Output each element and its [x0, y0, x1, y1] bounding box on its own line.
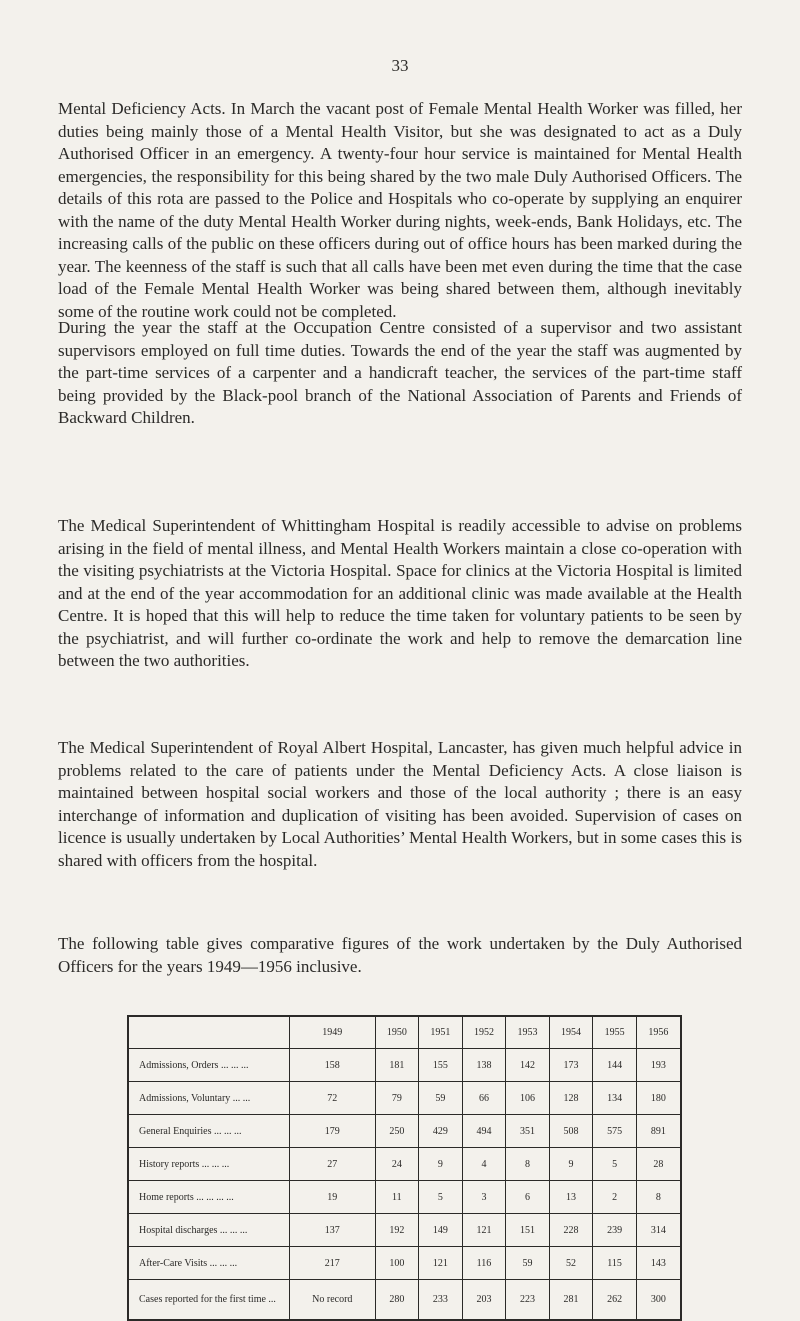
row-label: General Enquiries ... ... ...	[128, 1115, 290, 1148]
year-header: 1955	[593, 1016, 637, 1049]
table-cell: 59	[506, 1247, 550, 1280]
page-number: 33	[391, 56, 409, 75]
row-label: Cases reported for the first time ...	[128, 1280, 290, 1321]
table-cell: 121	[462, 1214, 506, 1247]
row-label: Hospital discharges ... ... ...	[128, 1214, 290, 1247]
table-cell: 429	[419, 1115, 463, 1148]
row-label: After-Care Visits ... ... ...	[128, 1247, 290, 1280]
paragraph-whittingham-hospital: The Medical Superintendent of Whittingham Hospital is readily accessible to advise on problems arising in the field of mental illness, and Mental Health Workers maintain a close co-operation with the visiting psychiatrists at the Victoria Hospital. Space for clinics at the Victoria Hospital is limited and at the end of the year accommodation for an additional clinic was made available at the Health Centre. It is hoped that this will help to reduce the time taken for voluntary patients to be seen by the psychiatrist, and will further co-ordinate the work and help to remove the demarcation line between the two authorities.	[58, 516, 742, 670]
table-cell: 508	[549, 1115, 593, 1148]
table-cell: 149	[419, 1214, 463, 1247]
comparative-figures-table	[127, 1015, 682, 1321]
table-cell: 11	[375, 1181, 419, 1214]
table-cell: 116	[462, 1247, 506, 1280]
table-cell: 192	[375, 1214, 419, 1247]
table-cell: 59	[419, 1082, 463, 1115]
year-header: 1950	[375, 1016, 419, 1049]
comparative-figures-table-wrapper	[127, 1015, 682, 1321]
table-cell: 9	[549, 1148, 593, 1181]
table-cell: 106	[506, 1082, 550, 1115]
table-cell: 27	[290, 1148, 376, 1181]
table-cell: 134	[593, 1082, 637, 1115]
table-cell: 66	[462, 1082, 506, 1115]
table-cell: 891	[636, 1115, 681, 1148]
year-header: 1956	[636, 1016, 681, 1049]
table-cell: 281	[549, 1280, 593, 1321]
table-cell: No record	[290, 1280, 376, 1321]
paragraph-table-intro: The following table gives comparative figures of the work undertaken by the Duly Authorised Officers for the years 1949—1956 inclusive.	[58, 934, 742, 976]
table-corner-cell	[128, 1016, 290, 1049]
table-cell: 351	[506, 1115, 550, 1148]
table-cell: 72	[290, 1082, 376, 1115]
table-cell: 2	[593, 1181, 637, 1214]
table-row	[128, 1049, 681, 1082]
table-row	[128, 1181, 681, 1214]
table-cell: 28	[636, 1148, 681, 1181]
year-header: 1954	[549, 1016, 593, 1049]
table-cell: 143	[636, 1247, 681, 1280]
table-row	[128, 1082, 681, 1115]
table-cell: 181	[375, 1049, 419, 1082]
table-cell: 300	[636, 1280, 681, 1321]
row-label: Home reports ... ... ... ...	[128, 1181, 290, 1214]
table-cell: 262	[593, 1280, 637, 1321]
year-header: 1952	[462, 1016, 506, 1049]
table-cell: 5	[593, 1148, 637, 1181]
table-cell: 100	[375, 1247, 419, 1280]
table-cell: 52	[549, 1247, 593, 1280]
paragraph-occupation-centre: During the year the staff at the Occupation Centre consisted of a supervisor and two assistant supervisors employed on full time duties. Towards the end of the year the staff was augmented by the part-time services of a carpenter and a handicraft teacher, the services of the part-time staff being provided by the Black-pool branch of the National Association of Parents and Friends of Backward Children.	[58, 318, 742, 427]
table-cell: 217	[290, 1247, 376, 1280]
table-cell: 228	[549, 1214, 593, 1247]
year-header: 1949	[290, 1016, 376, 1049]
table-cell: 158	[290, 1049, 376, 1082]
table-cell: 19	[290, 1181, 376, 1214]
table-row	[128, 1247, 681, 1280]
table-cell: 8	[636, 1181, 681, 1214]
table-cell: 155	[419, 1049, 463, 1082]
table-cell: 180	[636, 1082, 681, 1115]
table-cell: 13	[549, 1181, 593, 1214]
table-cell: 137	[290, 1214, 376, 1247]
table-cell: 24	[375, 1148, 419, 1181]
table-row	[128, 1214, 681, 1247]
table-cell: 79	[375, 1082, 419, 1115]
table-cell: 203	[462, 1280, 506, 1321]
table-cell: 494	[462, 1115, 506, 1148]
table-cell: 115	[593, 1247, 637, 1280]
table-cell: 8	[506, 1148, 550, 1181]
year-header: 1953	[506, 1016, 550, 1049]
table-cell: 5	[419, 1181, 463, 1214]
table-cell: 179	[290, 1115, 376, 1148]
year-header: 1951	[419, 1016, 463, 1049]
table-cell: 223	[506, 1280, 550, 1321]
table-cell: 3	[462, 1181, 506, 1214]
row-label: Admissions, Voluntary ... ...	[128, 1082, 290, 1115]
table-cell: 151	[506, 1214, 550, 1247]
table-cell: 142	[506, 1049, 550, 1082]
table-cell: 6	[506, 1181, 550, 1214]
table-cell: 575	[593, 1115, 637, 1148]
table-cell: 4	[462, 1148, 506, 1181]
table-cell: 121	[419, 1247, 463, 1280]
table-cell: 233	[419, 1280, 463, 1321]
table-cell: 280	[375, 1280, 419, 1321]
table-row	[128, 1280, 681, 1321]
table-cell: 138	[462, 1049, 506, 1082]
table-row	[128, 1115, 681, 1148]
table-cell: 144	[593, 1049, 637, 1082]
paragraph-royal-albert-hospital: The Medical Superintendent of Royal Albert Hospital, Lancaster, has given much helpful advice in problems related to the care of patients under the Mental Deficiency Acts. A close liaison is maintained between hospital social workers and those of the local authority ; there is an easy interchange of information and duplication of visiting has been avoided. Supervision of cases on licence is usually undertaken by Local Authorities’ Mental Health Workers, but in some cases this is shared with officers from the hospital.	[58, 738, 742, 870]
table-cell: 193	[636, 1049, 681, 1082]
table-cell: 173	[549, 1049, 593, 1082]
table-cell: 239	[593, 1214, 637, 1247]
table-cell: 250	[375, 1115, 419, 1148]
table-cell: 9	[419, 1148, 463, 1181]
table-row	[128, 1148, 681, 1181]
table-cell: 128	[549, 1082, 593, 1115]
row-label: Admissions, Orders ... ... ...	[128, 1049, 290, 1082]
row-label: History reports ... ... ...	[128, 1148, 290, 1181]
table-header-row	[128, 1016, 681, 1049]
paragraph-mental-deficiency-acts: Mental Deficiency Acts. In March the vacant post of Female Mental Health Worker was filled, her duties being mainly those of a Mental Health Visitor, but she was designated to act as a Duly Authorised Officer in an emergency. A twenty-four hour service is maintained for Mental Health emergencies, the responsibility for this being shared by the two male Duly Authorised Officers. The details of this rota are passed to the Police and Hospitals who co-operate by supplying an enquirer with the name of the duty Mental Health Worker during nights, week-ends, Bank Holidays, etc. The increasing calls of the public on these officers during out of office hours has been marked during the year. The keenness of the staff is such that all calls have been met even during the time that the case load of the Female Mental Health Worker was being shared between them, although inevitably some of the routine work could not be completed.	[58, 99, 742, 321]
table-cell: 314	[636, 1214, 681, 1247]
